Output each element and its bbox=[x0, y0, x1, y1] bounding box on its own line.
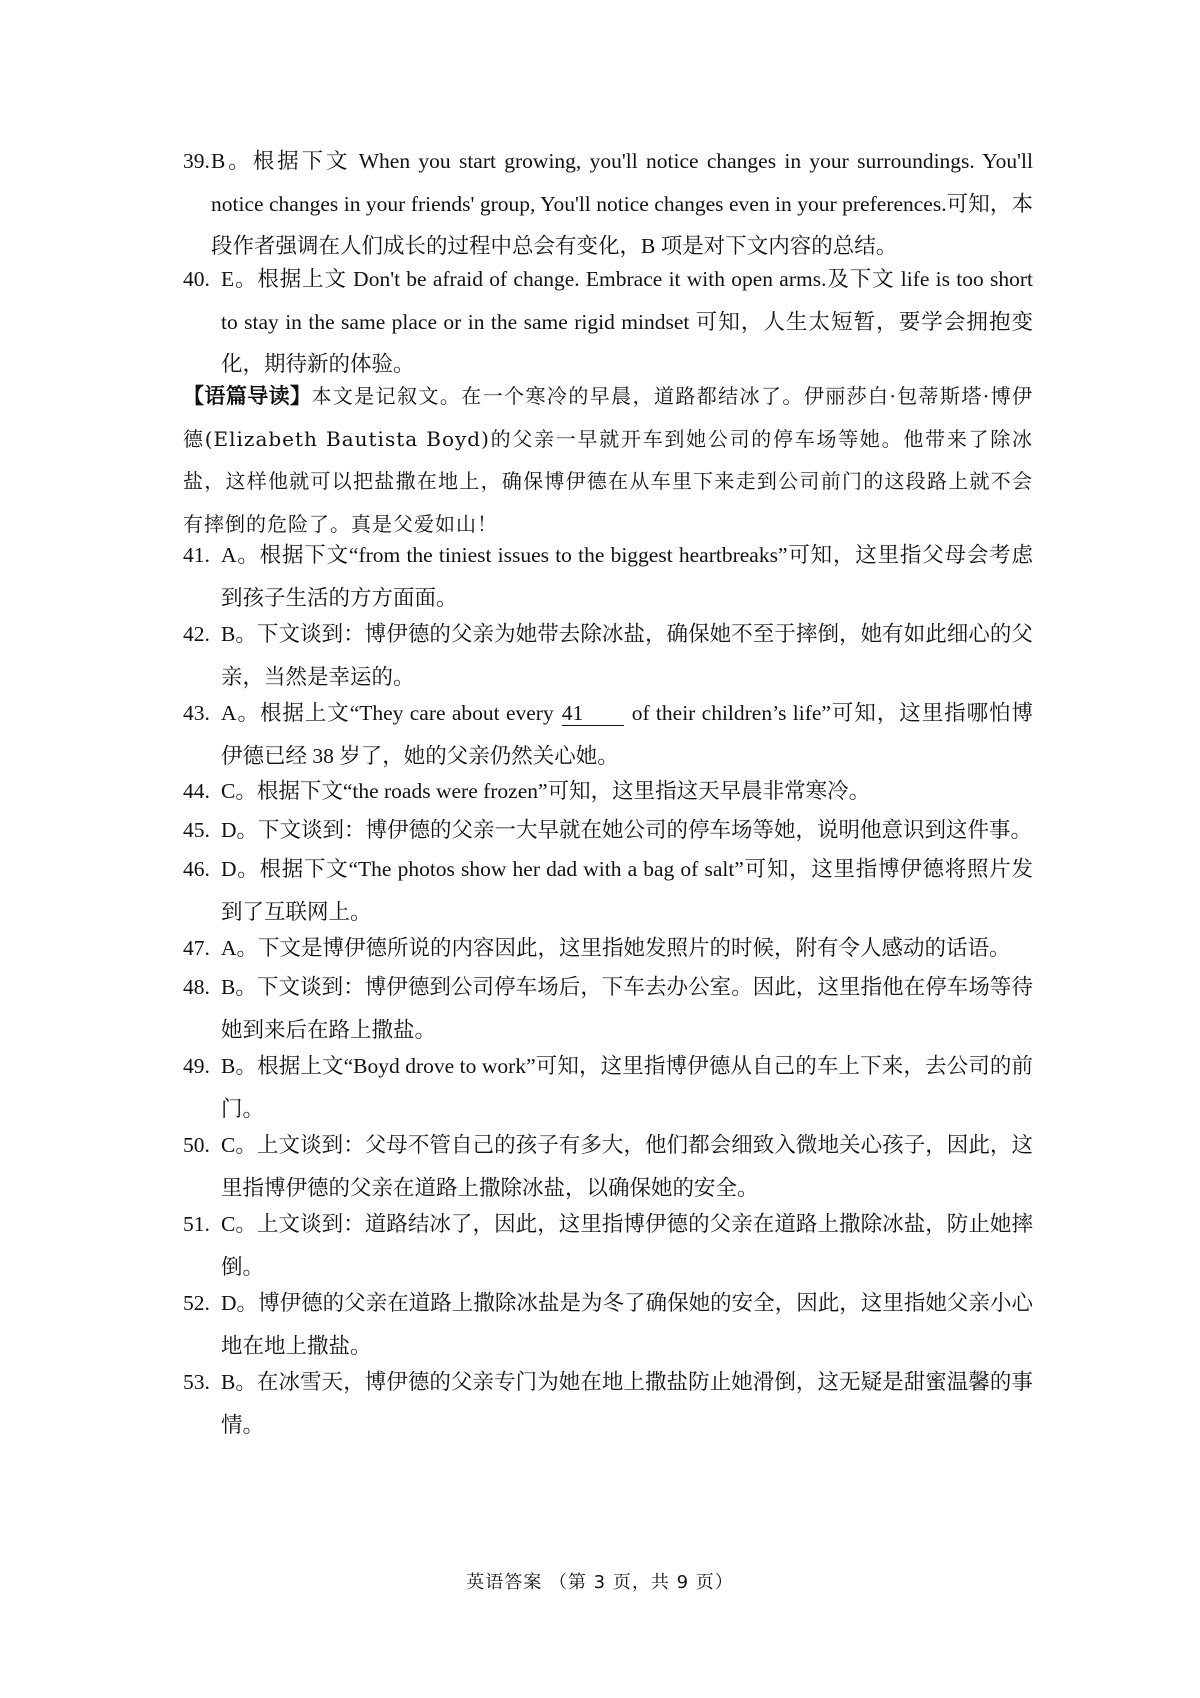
item-text: B。根据下文 When you start growing, you'll notice changes in your surroundings. You'll notice changes in your friends' group, You'll notice changes even in your preferences.可知，本段作者强调在人们成长的过程中总会有变化，B 项是对下文内容的总结。 bbox=[211, 149, 1033, 258]
item-text: A。根据下文“from the tiniest issues to the biggest heartbreaks”可知，这里指父母会考虑到孩子生活的方方面面。 bbox=[221, 543, 1033, 610]
page-footer: 英语答案 （第 3 页，共 9 页） bbox=[466, 1572, 734, 1593]
item-text-after-blank: of their children’s life”可知，这里指哪怕博伊德已经 38 岁了，她的父亲仍然关心她。 bbox=[221, 701, 1033, 768]
item-text-before-blank: A。根据上文“They care about every bbox=[221, 701, 554, 725]
item-text: B。下文谈到：博伊德的父亲为她带去除冰盐，确保她不至于摔倒，她有如此细心的父亲，当然是幸运的。 bbox=[221, 622, 1033, 689]
item-number: 52. bbox=[183, 1291, 210, 1315]
answer-item bbox=[183, 927, 1033, 970]
answer-item bbox=[183, 1282, 1033, 1367]
item-number: 44. bbox=[183, 779, 210, 803]
item-number: 50. bbox=[183, 1133, 210, 1157]
answer-item bbox=[183, 692, 1033, 777]
answer-item-40 bbox=[183, 258, 1033, 386]
item-text: C。根据下文“the roads were frozen”可知，这里指这天早晨非常寒冷。 bbox=[221, 779, 871, 803]
item-number: 49. bbox=[183, 1054, 210, 1078]
answer-item bbox=[183, 809, 1033, 852]
reading-guide-tag: 【语篇导读】 bbox=[183, 384, 312, 408]
item-text: D。下文谈到：博伊德的父亲一大早就在她公司的停车场等她，说明他意识到这件事。 bbox=[221, 818, 1033, 842]
blank-number: 41 bbox=[562, 701, 624, 726]
reading-guide-text: 本文是记叙文。在一个寒冷的早晨，道路都结冰了。伊丽莎白·包蒂斯塔·博伊德(Elizabeth Bautista Boyd)的父亲一早就开车到她公司的停车场等她。他带来了除冰盐，这样他就可以把盐撒在地上，确保博伊德在从车里下来走到公司前门的这段路上就不会有摔倒的危险了。真是父爱如山！ bbox=[183, 384, 1034, 536]
item-number: 51. bbox=[183, 1212, 210, 1236]
item-text: B。下文谈到：博伊德到公司停车场后，下车去办公室。因此，这里指他在停车场等待她到来后在路上撒盐。 bbox=[221, 975, 1033, 1042]
item-number: 41. bbox=[183, 543, 210, 567]
item-number: 43. bbox=[183, 701, 210, 725]
item-number: 48. bbox=[183, 975, 210, 999]
answer-item bbox=[183, 966, 1033, 1051]
answer-item bbox=[183, 534, 1033, 619]
item-number: 42. bbox=[183, 622, 210, 646]
item-text: B。在冰雪天，博伊德的父亲专门为她在地上撒盐防止她滑倒，这无疑是甜蜜温馨的事情。 bbox=[221, 1370, 1033, 1437]
item-text: E。根据上文 Don't be afraid of change. Embrace it with open arms.及下文 life is too short to stay in the same place or in the same rigid mindset 可知，人生太短暂，要学会拥抱变化，期待新的体验。 bbox=[221, 267, 1033, 376]
item-text: A。下文是博伊德所说的内容因此，这里指她发照片的时候，附有令人感动的话语。 bbox=[221, 936, 1011, 960]
item-number: 53. bbox=[183, 1370, 210, 1394]
item-number: 45. bbox=[183, 818, 210, 842]
item-text: D。博伊德的父亲在道路上撒除冰盐是为冬了确保她的安全，因此，这里指她父亲小心地在地上撒盐。 bbox=[221, 1291, 1033, 1358]
item-text bbox=[183, 692, 1033, 777]
item-text: B。根据上文“Boyd drove to work”可知，这里指博伊德从自己的车上下来，去公司的前门。 bbox=[221, 1054, 1033, 1121]
answer-item bbox=[183, 1203, 1033, 1288]
answer-item bbox=[183, 848, 1033, 933]
answer-item-39 bbox=[183, 140, 1033, 268]
item-number: 40. bbox=[183, 267, 210, 291]
answer-item bbox=[183, 1361, 1033, 1446]
item-number: 39. bbox=[183, 149, 210, 173]
item-text: D。根据下文“The photos show her dad with a bag of salt”可知，这里指博伊德将照片发到了互联网上。 bbox=[221, 857, 1033, 924]
reading-guide bbox=[183, 375, 1033, 545]
answer-item bbox=[183, 1045, 1033, 1130]
item-text: C。上文谈到：道路结冰了，因此，这里指博伊德的父亲在道路上撒除冰盐，防止她摔倒。 bbox=[221, 1212, 1033, 1279]
item-number: 46. bbox=[183, 857, 210, 881]
item-text: C。上文谈到：父母不管自己的孩子有多大，他们都会细致入微地关心孩子，因此，这里指博伊德的父亲在道路上撒除冰盐，以确保她的安全。 bbox=[221, 1133, 1033, 1200]
item-number: 47. bbox=[183, 936, 210, 960]
answer-item bbox=[183, 770, 1033, 813]
answer-item bbox=[183, 613, 1033, 698]
answer-item bbox=[183, 1124, 1033, 1209]
